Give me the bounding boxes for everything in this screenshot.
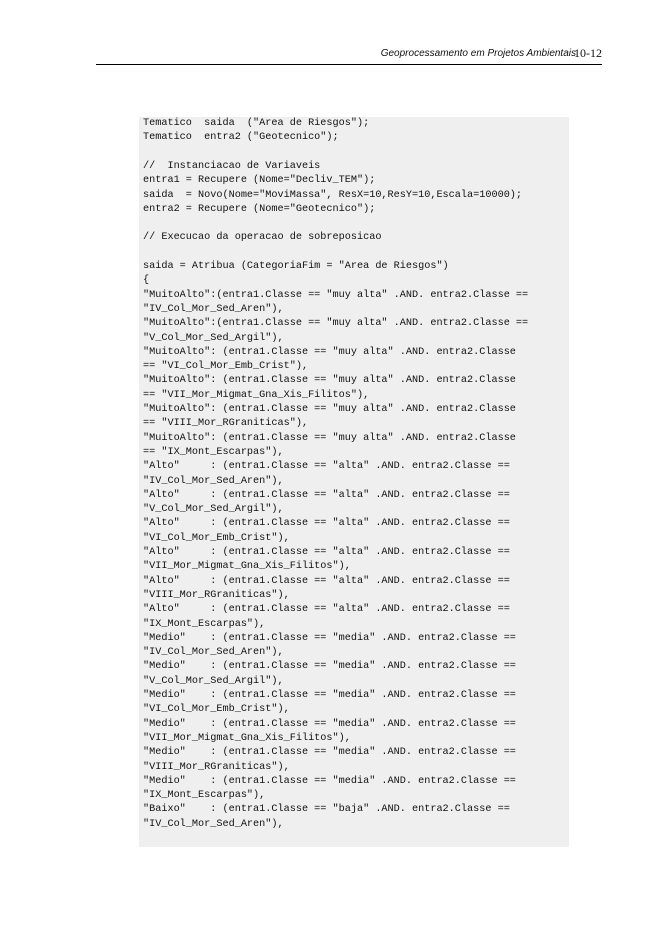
code-line: "V_Col_Mor_Sed_Argil"), xyxy=(143,675,284,687)
code-line: "MuitoAlto": (entra1.Classe == "muy alta" .AND. entra2.Classe xyxy=(143,375,516,387)
code-line: entra2 = Recupere (Nome="Geotecnico"); xyxy=(143,203,376,215)
code-line: == "IX_Mont_Escarpas"), xyxy=(143,446,284,458)
code-line: "MuitoAlto": (entra1.Classe == "muy alta" .AND. entra2.Classe xyxy=(143,432,516,444)
code-line: "Medio" : (entra1.Classe == "media" .AND. entra2.Classe == xyxy=(143,718,516,730)
code-line: "Alto" : (entra1.Classe == "alta" .AND. entra2.Classe == xyxy=(143,604,510,616)
code-line: == "VI_Col_Mor_Emb_Crist"), xyxy=(143,361,309,373)
code-line: "IV_Col_Mor_Sed_Aren"), xyxy=(143,647,284,659)
code-line: "Medio" : (entra1.Classe == "media" .AND. entra2.Classe == xyxy=(143,775,516,787)
code-line: "VIII_Mor_RGraniticas"), xyxy=(143,761,290,773)
code-block xyxy=(139,117,569,847)
code-line: "Medio" : (entra1.Classe == "media" .AND. entra2.Classe == xyxy=(143,747,516,759)
code-line: "IV_Col_Mor_Sed_Aren"), xyxy=(143,818,284,830)
code-line: Tematico entra2 ("Geotecnico"); xyxy=(143,132,339,144)
code-line: "Alto" : (entra1.Classe == "alta" .AND. entra2.Classe == xyxy=(143,489,510,501)
code-line: "IX_Mont_Escarpas"), xyxy=(143,618,266,630)
code-line: "VII_Mor_Migmat_Gna_Xis_Filitos"), xyxy=(143,561,351,573)
code-line: "Alto" : (entra1.Classe == "alta" .AND. entra2.Classe == xyxy=(143,547,510,558)
code-line: "V_Col_Mor_Sed_Argil"), xyxy=(143,332,284,344)
code-line: "Medio" : (entra1.Classe == "media" .AND. entra2.Classe == xyxy=(143,690,516,701)
code-line: saida = Novo(Nome="MoviMassa", ResX=10,ResY=10,Escala=10000); xyxy=(143,189,523,201)
code-line: "Medio" : (entra1.Classe == "media" .AND. entra2.Classe == xyxy=(143,661,516,673)
code-line: "V_Col_Mor_Sed_Argil"), xyxy=(143,504,284,516)
code-line: "Alto" : (entra1.Classe == "alta" .AND. entra2.Classe == xyxy=(143,575,510,587)
code-line: entra1 = Recupere (Nome="Decliv_TEM"); xyxy=(143,175,376,187)
code-line: "VI_Col_Mor_Emb_Crist"), xyxy=(143,704,290,716)
code-line: == "VII_Mor_Migmat_Gna_Xis_Filitos"), xyxy=(143,389,370,401)
page-number: 10-12 xyxy=(574,46,602,60)
code-line: "IV_Col_Mor_Sed_Aren"), xyxy=(143,475,284,487)
code-line: Tematico saida ("Area de Riesgos"); xyxy=(143,118,370,129)
code-line: // Instanciacao de Variaveis xyxy=(143,160,321,172)
code-line: saida = Atribua (CategoriaFim = "Area de Riesgos") xyxy=(143,261,449,272)
code-line: "MuitoAlto": (entra1.Classe == "muy alta" .AND. entra2.Classe xyxy=(143,346,516,358)
code-line: == "VIII_Mor_RGraniticas"), xyxy=(143,418,309,430)
code-line: "Alto" : (entra1.Classe == "alta" .AND. entra2.Classe == xyxy=(143,518,510,530)
code-line: "VII_Mor_Migmat_Gna_Xis_Filitos"), xyxy=(143,732,351,744)
code-line: "Baixo" : (entra1.Classe == "baja" .AND. entra2.Classe == xyxy=(143,804,510,816)
code-line: "MuitoAlto":(entra1.Classe == "muy alta" .AND. entra2.Classe == xyxy=(143,289,529,301)
code-line: { xyxy=(143,275,150,287)
code-line: "VIII_Mor_RGraniticas"), xyxy=(143,589,290,601)
page-header xyxy=(96,46,602,65)
code-line: "VI_Col_Mor_Emb_Crist"), xyxy=(143,532,290,544)
code-line: // Execucao da operacao de sobreposicao xyxy=(143,232,382,244)
code-line: "Alto" : (entra1.Classe == "alta" .AND. entra2.Classe == xyxy=(143,461,510,473)
code-line: "IX_Mont_Escarpas"), xyxy=(143,790,266,802)
code-line: "IV_Col_Mor_Sed_Aren"), xyxy=(143,303,284,315)
code-line: "MuitoAlto":(entra1.Classe == "muy alta" .AND. entra2.Classe == xyxy=(143,318,529,330)
code-line: "Medio" : (entra1.Classe == "media" .AND. entra2.Classe == xyxy=(143,632,516,644)
running-title: Geoprocessamento em Projetos Ambientais xyxy=(380,48,576,59)
code-line: "MuitoAlto": (entra1.Classe == "muy alta" .AND. entra2.Classe xyxy=(143,404,516,415)
